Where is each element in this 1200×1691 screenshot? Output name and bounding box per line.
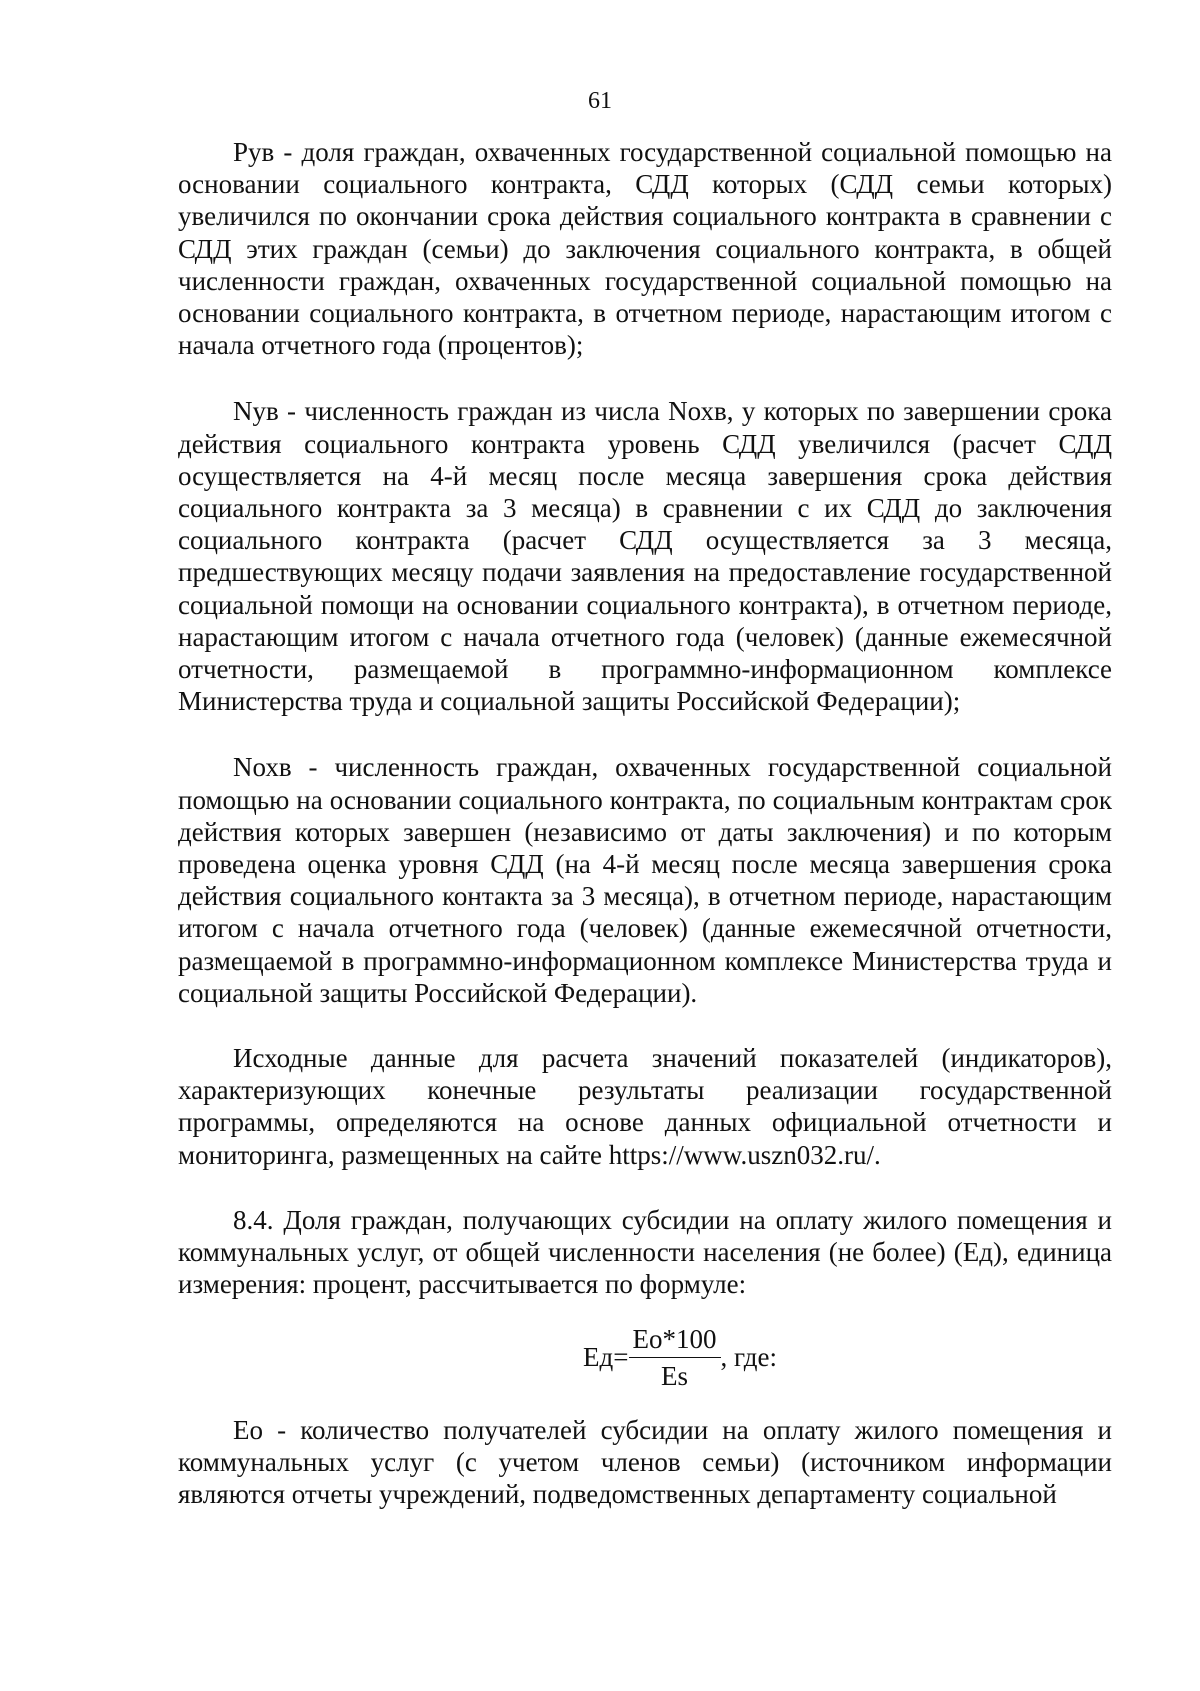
document-body bbox=[178, 136, 1112, 1510]
paragraph-indicator-8-4: 8.4. Доля граждан, получающих субсидии на оплату жилого помещения и коммунальных услуг, от общей численности населения (не более) (Ед), единица измерения: процент, рассчитывается по формуле: bbox=[178, 1204, 1112, 1300]
paragraph-nuv-definition: Nув - численность граждан из числа Nохв, у которых по завершении срока действия социального контракта уровень СДД увеличился (расчет СДД осуществляется на 4-й месяц после месяца завершения срока действия социального контракта за 3 месяца) в сравнении с их СДД до заключения социального контракта (расчет СДД осуществляется за 3 месяца, предшествующих месяцу подачи заявления на предоставление государственной социальной помощи на основании социального контракта), в отчетном периоде, нарастающим итогом с начала отчетного года (человек) (данные ежемесячной отчетности, размещаемой в программно-информационном комплексе Министерства труда и социальной защиты Российской Федерации); bbox=[178, 396, 1112, 717]
formula-lhs: Ед= bbox=[583, 1342, 629, 1372]
formula-ed bbox=[178, 1323, 1112, 1392]
formula-numerator: Ео*100 bbox=[629, 1323, 721, 1358]
formula-denominator: Es bbox=[661, 1360, 688, 1391]
paragraph-source-data: Исходные данные для расчета значений показателей (индикаторов), характеризующих конечные результаты реализации государственной программы, определяются на основе данных официальной отчетности и мониторинга, размещенных на сайте https://www.uszn032.ru/. bbox=[178, 1043, 1112, 1170]
paragraph-nohv-definition: Nохв - численность граждан, охваченных государственной социальной помощью на основании социального контракта, по социальным контрактам срок действия которых завершен (независимо от даты заключения) и по которым проведена оценка уровня СДД (на 4-й месяц после месяца завершения срока действия социального контакта за 3 месяца), в отчетном периоде, нарастающим итогом с начала отчетного года (человек) (данные ежемесячной отчетности, размещаемой в программно-информационном комплексе Министерства труда и социальной защиты Российской Федерации). bbox=[178, 752, 1112, 1008]
formula-suffix: , где: bbox=[720, 1342, 777, 1372]
formula-fraction bbox=[629, 1323, 721, 1392]
paragraph-eo-definition: Ео - количество получателей субсидии на оплату жилого помещения и коммунальных услуг (с учетом членов семьи) (источником информации являются отчеты учреждений, подведомственных департаменту социальной bbox=[178, 1414, 1112, 1509]
page-number: 61 bbox=[588, 88, 612, 114]
paragraph-ruv-definition: Рув - доля граждан, охваченных государственной социальной помощью на основании социального контракта, СДД которых (СДД семьи которых) увеличился по окончании срока действия социального контракта в сравнении с СДД этих граждан (семьи) до заключения социального контракта, в общей численности граждан, охваченных государственной социальной помощью на основании социального контракта, в отчетном периоде, нарастающим итогом с начала отчетного года (процентов); bbox=[178, 137, 1112, 361]
